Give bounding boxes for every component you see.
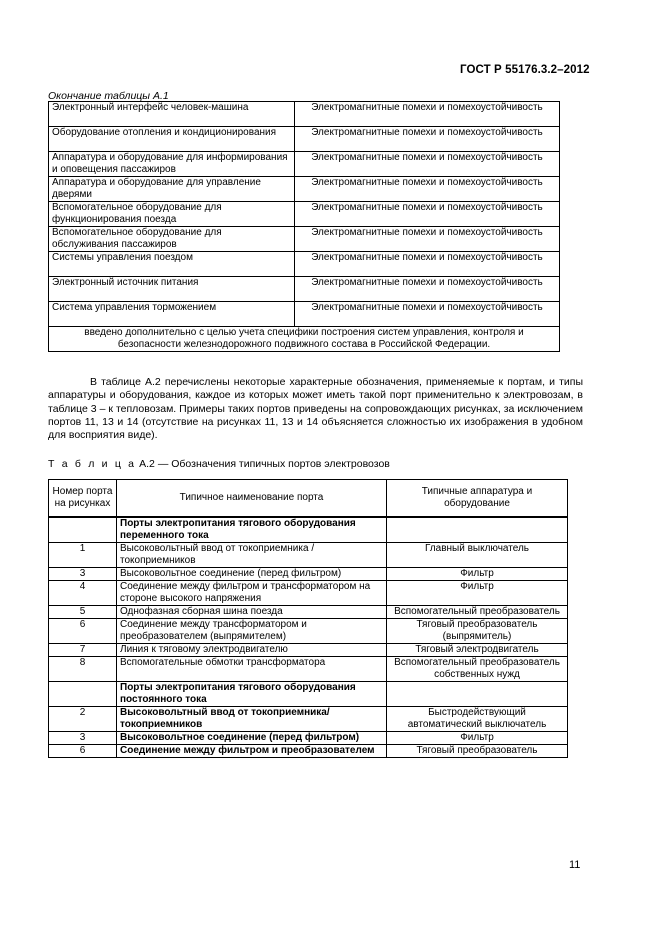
- port-number-cell: 2: [49, 707, 117, 732]
- equipment-cell: Аппаратура и оборудование для информирования и оповещения пассажиров: [49, 152, 295, 177]
- port-row: [49, 581, 568, 606]
- port-number-cell: 5: [49, 606, 117, 619]
- table-note-row: [49, 327, 560, 352]
- equipment-cell: Тяговый преобразователь: [387, 745, 568, 758]
- equipment-cell: Электронный интерфейс человек-машина: [49, 102, 295, 127]
- port-number-cell: 6: [49, 619, 117, 644]
- paragraph-text: В таблице А.2 перечислены некоторые характерные обозначения, применяемые к портам, и типы аппаратуры и оборудования, каждое из которых может иметь такой порт применительно к электровозам, в таблице 3 – к тепловозам. Примеры таких портов приведены на сопровождающих рисунках, за исключением портов 11, 13 и 14 (отсутствие на рисунках 11, 13 и 14 объясняется сложностью их изображения в удобном для восприятия виде).: [48, 376, 583, 442]
- port-number-cell: [49, 517, 117, 543]
- table-row: [49, 202, 560, 227]
- port-name-cell: Соединение между фильтром и трансформатором на стороне высокого напряжения: [117, 581, 387, 606]
- equipment-cell: Вспомогательный преобразователь собственных нужд: [387, 657, 568, 682]
- header-port-number: Номер порта на рисунках: [49, 480, 117, 518]
- equipment-cell: Аппаратура и оборудование для управление дверями: [49, 177, 295, 202]
- port-row: [49, 732, 568, 745]
- phenomenon-cell: Электромагнитные помехи и помехоустойчивость: [295, 202, 560, 227]
- port-name-cell: Линия к тяговому электродвигателю: [117, 644, 387, 657]
- port-name-cell: Высоковольтное соединение (перед фильтром): [117, 568, 387, 581]
- phenomenon-cell: Электромагнитные помехи и помехоустойчивость: [295, 277, 560, 302]
- table-row: [49, 302, 560, 327]
- port-row: [49, 657, 568, 682]
- port-name-cell: Высоковольтный ввод от токоприемника/токоприемников: [117, 707, 387, 732]
- table-continuation-label: Окончание таблицы А.1: [48, 90, 169, 102]
- table-header-row: [49, 480, 568, 518]
- caption-title: А.2 — Обозначения типичных портов электровозов: [136, 458, 390, 470]
- equipment-cell: Вспомогательный преобразователь: [387, 606, 568, 619]
- equipment-cell: Вспомогательное оборудование для обслуживания пассажиров: [49, 227, 295, 252]
- equipment-cell: Система управления торможением: [49, 302, 295, 327]
- table-row: [49, 152, 560, 177]
- table-row: [49, 102, 560, 127]
- port-name-cell: Вспомогательные обмотки трансформатора: [117, 657, 387, 682]
- port-number-cell: 1: [49, 543, 117, 568]
- equipment-cell: Быстродействующий автоматический выключатель: [387, 707, 568, 732]
- table-row: [49, 277, 560, 302]
- equipment-cell: Фильтр: [387, 581, 568, 606]
- port-number-cell: 7: [49, 644, 117, 657]
- port-row: [49, 606, 568, 619]
- equipment-cell: Системы управления поездом: [49, 252, 295, 277]
- table-note: введено дополнительно с целью учета специфики построения систем управления, контроля и безопасности железнодорожного подвижного состава в Российской Федерации.: [49, 327, 560, 352]
- port-row: [49, 543, 568, 568]
- equipment-cell: Фильтр: [387, 732, 568, 745]
- equipment-cell: Электронный источник питания: [49, 277, 295, 302]
- equipment-cell: [387, 682, 568, 707]
- page-number: 11: [569, 859, 581, 871]
- section-row: [49, 682, 568, 707]
- port-name-cell: Соединение между трансформатором и преобразователем (выпрямителем): [117, 619, 387, 644]
- header-equipment: Типичные аппаратура и оборудование: [387, 480, 568, 518]
- port-name-cell: Однофазная сборная шина поезда: [117, 606, 387, 619]
- port-row: [49, 619, 568, 644]
- body-paragraph: [48, 376, 583, 442]
- port-name-cell: Порты электропитания тягового оборудования постоянного тока: [117, 682, 387, 707]
- phenomenon-cell: Электромагнитные помехи и помехоустойчивость: [295, 102, 560, 127]
- port-row: [49, 745, 568, 758]
- port-name-cell: Высоковольтный ввод от токоприемника /токоприемников: [117, 543, 387, 568]
- phenomenon-cell: Электромагнитные помехи и помехоустойчивость: [295, 227, 560, 252]
- port-name-cell: Соединение между фильтром и преобразователем: [117, 745, 387, 758]
- header-port-name: Типичное наименование порта: [117, 480, 387, 518]
- port-number-cell: 6: [49, 745, 117, 758]
- phenomenon-cell: Электромагнитные помехи и помехоустойчивость: [295, 127, 560, 152]
- equipment-cell: [387, 517, 568, 543]
- equipment-cell: Оборудование отопления и кондиционирования: [49, 127, 295, 152]
- table-row: [49, 177, 560, 202]
- port-number-cell: 3: [49, 568, 117, 581]
- port-number-cell: 4: [49, 581, 117, 606]
- equipment-cell: Главный выключатель: [387, 543, 568, 568]
- section-row: [49, 517, 568, 543]
- table-row: [49, 227, 560, 252]
- standard-number: ГОСТ Р 55176.3.2–2012: [460, 64, 590, 76]
- port-row: [49, 568, 568, 581]
- port-number-cell: 8: [49, 657, 117, 682]
- phenomenon-cell: Электромагнитные помехи и помехоустойчивость: [295, 252, 560, 277]
- table-row: [49, 127, 560, 152]
- phenomenon-cell: Электромагнитные помехи и помехоустойчивость: [295, 302, 560, 327]
- port-row: [49, 707, 568, 732]
- equipment-cell: Вспомогательное оборудование для функционирования поезда: [49, 202, 295, 227]
- port-row: [49, 644, 568, 657]
- table-a2-caption: [48, 458, 390, 470]
- equipment-cell: Тяговый электродвигатель: [387, 644, 568, 657]
- port-number-cell: [49, 682, 117, 707]
- table-a1: [48, 101, 560, 352]
- equipment-cell: Тяговый преобразователь (выпрямитель): [387, 619, 568, 644]
- equipment-cell: Фильтр: [387, 568, 568, 581]
- port-number-cell: 3: [49, 732, 117, 745]
- phenomenon-cell: Электромагнитные помехи и помехоустойчивость: [295, 152, 560, 177]
- table-a2: [48, 479, 568, 758]
- table-row: [49, 252, 560, 277]
- port-name-cell: Порты электропитания тягового оборудования переменного тока: [117, 517, 387, 543]
- port-name-cell: Высоковольтное соединение (перед фильтром): [117, 732, 387, 745]
- phenomenon-cell: Электромагнитные помехи и помехоустойчивость: [295, 177, 560, 202]
- caption-prefix: Т а б л и ц а: [48, 458, 137, 470]
